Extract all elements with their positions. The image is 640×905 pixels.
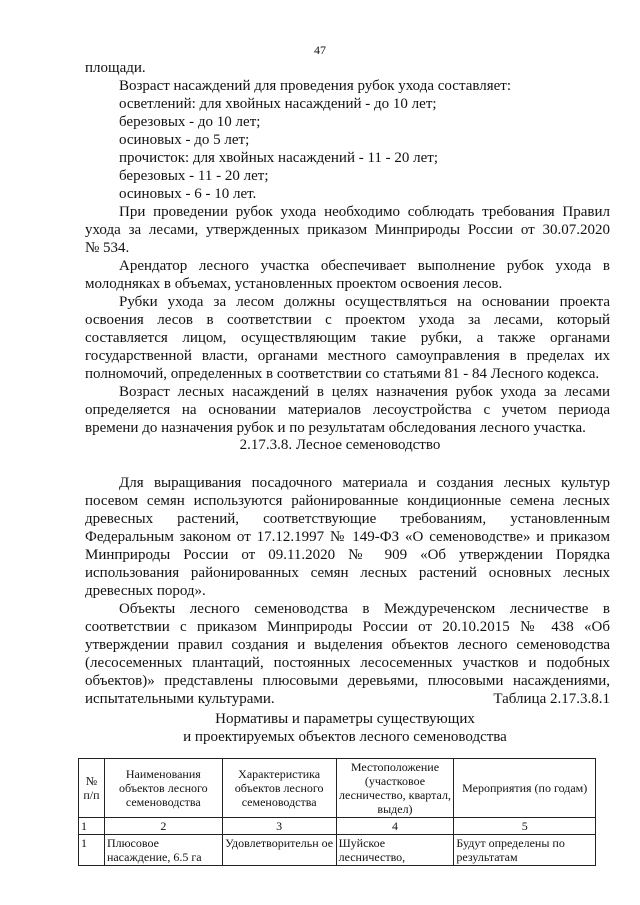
text-line: № 534. xyxy=(85,240,130,256)
text-line: Федеральным законом от 17.12.1997 № 149-ФЗ «О семеноводстве» и приказом xyxy=(85,529,610,545)
text-line: посевом семян используются районированные кондиционные семена лесных xyxy=(85,493,610,509)
table-row xyxy=(79,835,596,866)
text-line: Возраст лесных насаждений в целях назначения рубок ухода за лесами xyxy=(119,384,610,400)
text-line: ухода за лесами, утвержденных приказом Минприроды России от 30.07.2020 xyxy=(85,222,610,238)
text-line: березовых - до 10 лет; xyxy=(119,114,261,130)
table-column-number-row xyxy=(79,818,596,835)
text-line: определяется на основании материалов лесоустройства с учетом периода xyxy=(85,402,610,418)
table-cell: Удовлетворительн ое xyxy=(222,835,336,866)
page-number: 47 xyxy=(314,43,326,57)
text-line: Арендатор лесного участка обеспечивает выполнение рубок ухода в xyxy=(119,258,610,274)
text-line: соответствии с приказом Минприроды России от 20.10.2015 № 438 «Об xyxy=(85,619,610,635)
header-cell-number: № п/п xyxy=(79,759,105,818)
column-number-cell: 2 xyxy=(104,818,222,835)
text-line: прочисток: для хвойных насаждений - 11 - 20 лет; xyxy=(119,150,439,166)
text-line: Объекты лесного семеноводства в Междуреченском лесничестве в xyxy=(119,601,610,617)
text-line: Возраст насаждений для проведения рубок ухода составляет: xyxy=(119,78,512,94)
text-line: древесных пород». xyxy=(85,583,206,599)
text-line: утверждении правил создания и выделения объектов лесного семеноводства xyxy=(85,637,610,653)
section-heading: 2.17.3.8. Лесное семеноводство xyxy=(239,437,441,453)
text-line: использования районированных семян лесных растений основных лесных xyxy=(85,565,610,581)
table-label: Таблица 2.17.3.8.1 xyxy=(493,691,610,707)
text-line: При проведении рубок ухода необходимо соблюдать требования Правил xyxy=(119,204,610,220)
text-line: березовых - 11 - 20 лет; xyxy=(119,168,269,184)
table-title-line-2: и проектируемых объектов лесного семеноводства xyxy=(183,729,507,745)
text-line: испытательными культурами. xyxy=(85,691,275,707)
text-line: полномочий, определенных в соответствии со статьями 81 - 84 Лесного кодекса. xyxy=(85,366,600,382)
text-line: составляется лицом, осуществляющим такие рубки, а также органами xyxy=(85,330,610,346)
column-number-cell: 4 xyxy=(336,818,454,835)
table-title-line-1: Нормативы и параметры существующих xyxy=(215,711,475,727)
text-line: Для выращивания посадочного материала и создания лесных культур xyxy=(119,475,610,491)
text-line: осиновых - до 5 лет; xyxy=(119,132,250,148)
text-line: осветлений: для хвойных насаждений - до 10 лет; xyxy=(119,96,437,112)
header-cell-object-name: Наименования объектов лесного семеноводства xyxy=(104,759,222,818)
column-number-cell: 5 xyxy=(454,818,596,835)
text-line: освоения лесов в соответствии с проектом ухода за лесами, который xyxy=(85,312,610,328)
text-line: государственной власти, органами местного самоуправления в пределах их xyxy=(85,348,610,364)
text-line: Рубки ухода за лесом должны осуществляться на основании проекта xyxy=(119,294,610,310)
text-line: молодняках в объемах, установленных проектом освоения лесов. xyxy=(85,276,503,292)
text-line: объектов)» представлены плюсовыми деревьями, плюсовыми насаждениями, xyxy=(85,673,610,689)
column-number-cell: 1 xyxy=(79,818,105,835)
text-line: (лесосеменных плантаций, постоянных лесосеменных участков и подобных xyxy=(85,655,610,671)
column-number-cell: 3 xyxy=(222,818,336,835)
table-cell: Плюсовое насаждение, 6.5 га xyxy=(104,835,222,866)
text-line: времени до назначения рубок и по результатам обследования лесного участка. xyxy=(85,420,586,436)
header-cell-location: Местоположение (участковое лесничество, квартал, выдел) xyxy=(336,759,454,818)
seed-objects-table xyxy=(78,758,596,866)
table-cell: Будут определены по результатам xyxy=(454,835,596,866)
header-cell-characteristic: Характеристика объектов лесного семеноводства xyxy=(222,759,336,818)
table-header-row xyxy=(79,759,596,818)
text-line: осиновых - 6 - 10 лет. xyxy=(119,186,257,202)
table-cell: Шуйское лесничество, xyxy=(336,835,454,866)
text-line: площади. xyxy=(85,60,146,76)
text-line: Минприроды России от 09.11.2020 № 909 «Об утверждении Порядка xyxy=(85,547,610,563)
header-cell-measures: Мероприятия (по годам) xyxy=(454,759,596,818)
table-cell: 1 xyxy=(79,835,105,866)
text-line: древесных растений, соответствующие требованиям, установленным xyxy=(85,511,610,527)
